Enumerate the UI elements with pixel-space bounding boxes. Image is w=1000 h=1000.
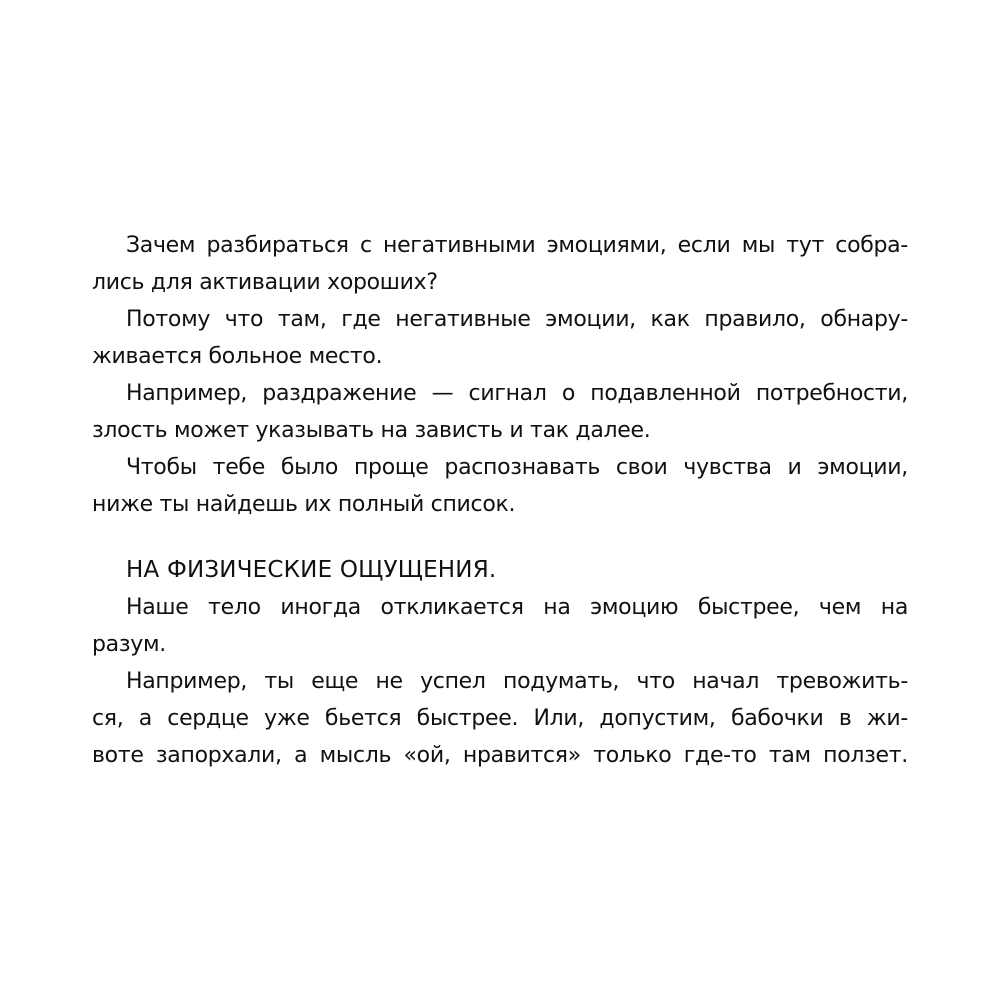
paragraph-4-line-1: Чтобы тебе было проще распознавать свои чувства и эмоции, — [126, 455, 908, 480]
paragraph-2-line-2: живается больное место. — [92, 344, 383, 369]
paragraph-3-line-1: Например, раздражение — сигнал о подавленной потребности, — [126, 381, 908, 406]
paragraph-4-line-2: ниже ты найдешь их полный список. — [92, 492, 516, 517]
paragraph-1-line-2: лись для активации хороших? — [92, 270, 438, 295]
paragraph-6-line-1: Например, ты еще не успел подумать, что начал тревожить- — [126, 669, 908, 694]
paragraph-1-line-1: Зачем разбираться с негативными эмоциями, если мы тут собра- — [126, 233, 908, 258]
paragraph-6-line-3: воте запорхали, а мысль «ой, нравится» только где-то там ползет. — [92, 743, 908, 768]
paragraph-5-line-2: разум. — [92, 632, 166, 657]
paragraph-6-line-2: ся, а сердце уже бьется быстрее. Или, допустим, бабочки в жи- — [92, 706, 908, 731]
paragraph-3-line-2: злость может указывать на зависть и так далее. — [92, 418, 651, 443]
section-heading: НА ФИЗИЧЕСКИЕ ОЩУЩЕНИЯ. — [126, 557, 497, 583]
paragraph-5-line-1: Наше тело иногда откликается на эмоцию быстрее, чем на — [126, 595, 908, 620]
paragraph-2-line-1: Потому что там, где негативные эмоции, как правило, обнару- — [126, 307, 908, 332]
